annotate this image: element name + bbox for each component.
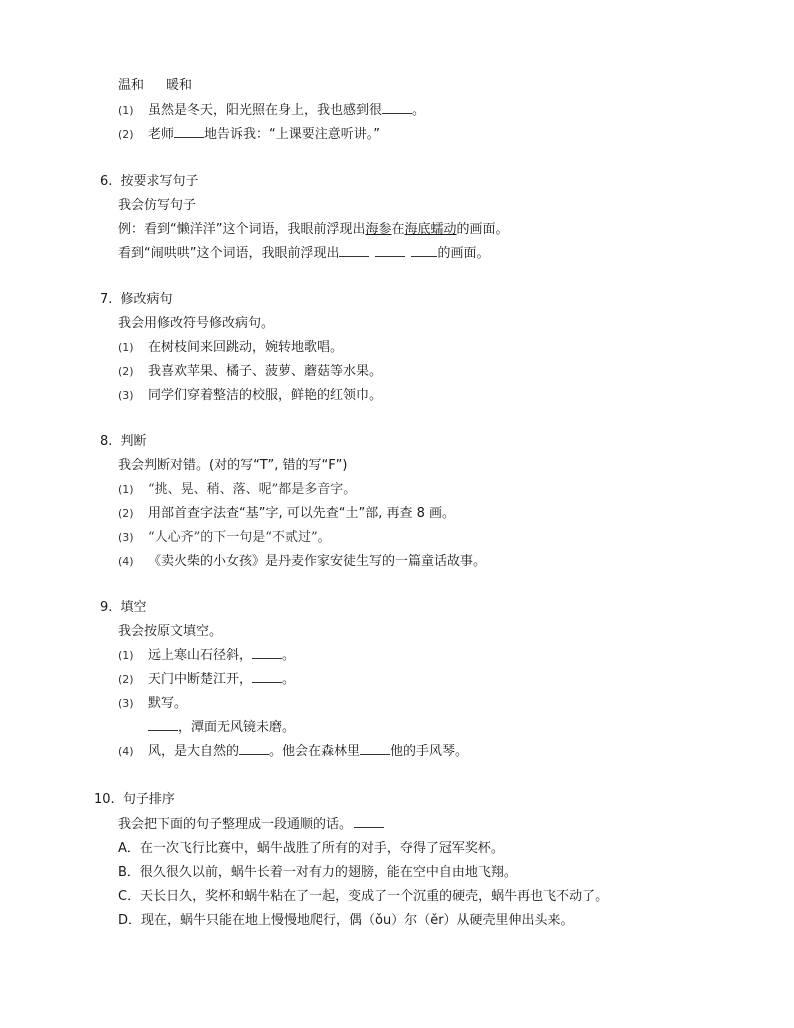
question-item: (4) 风，是大自然的 。他会在森林里 他的手风琴。 xyxy=(118,744,469,759)
question-item: (1) 远上寒山石径斜， 。 xyxy=(118,648,296,663)
question-item: (1) 在树枝间来回跳动，婉转地歌唱。 xyxy=(118,340,344,355)
sentence-option: A．在一次飞行比赛中，蜗牛战胜了所有的对手，夺得了冠军奖杯。 xyxy=(118,841,504,856)
word-choice: 暖和 xyxy=(166,78,193,93)
sentence-option: C．天长日久，奖杯和蜗牛粘在了一起，变成了一个沉重的硬壳，蜗牛再也飞不动了。 xyxy=(118,889,609,904)
question-subtitle: 我会判断对错。(对的写“T”, 错的写“F”) xyxy=(118,458,348,473)
question-heading xyxy=(94,790,175,810)
answer-blank[interactable] xyxy=(148,718,178,731)
answer-blank[interactable] xyxy=(360,742,390,755)
question-title: 修改病句 xyxy=(120,292,173,307)
question-title: 填空 xyxy=(120,600,147,615)
question-heading xyxy=(100,290,173,310)
question-number: 6. xyxy=(100,174,113,189)
sentence-option: B．很久很久以前，蜗牛长着一对有力的翅膀，能在空中自由地飞翔。 xyxy=(118,865,517,880)
sentence-option: D．现在，蜗牛只能在地上慢慢地爬行，偶（ǒu）尔（ěr）从硬壳里伸出头来。 xyxy=(118,913,574,928)
answer-blank[interactable] xyxy=(411,244,437,257)
question-item: (3) 默写。 xyxy=(118,696,188,711)
question-subtitle: 我会仿写句子 xyxy=(118,198,197,213)
answer-blank[interactable] xyxy=(375,244,405,257)
question-item: (1) “挑、晃、稍、落、呢”都是多音字。 xyxy=(118,482,357,497)
question-item: (2) 我喜欢苹果、橘子、菠萝、蘑菇等水果。 xyxy=(118,364,383,379)
answer-blank[interactable] xyxy=(382,101,412,114)
question-number: 7. xyxy=(100,292,113,307)
question-subtitle: 我会用修改符号修改病句。 xyxy=(118,316,275,331)
question-item: (4) 《卖火柴的小女孩》是丹麦作家安徒生写的一篇童话故事。 xyxy=(118,554,487,569)
answer-blank[interactable] xyxy=(252,646,282,659)
question-number: 8. xyxy=(100,434,113,449)
question-item: (2) 天门中断楚江开， 。 xyxy=(118,672,296,687)
question-subtitle: 我会按原文填空。 xyxy=(118,624,223,639)
question-title: 按要求写句子 xyxy=(120,174,199,189)
question-subtitle: 我会把下面的句子整理成一段通顺的话。 xyxy=(118,815,384,835)
question-title: 句子排序 xyxy=(122,792,175,807)
answer-blank[interactable] xyxy=(252,670,282,683)
answer-blank[interactable] xyxy=(339,244,369,257)
answer-blank[interactable] xyxy=(354,815,384,828)
question-title: 判断 xyxy=(120,434,147,449)
question-number: 10. xyxy=(94,792,115,807)
question-heading xyxy=(100,172,199,192)
question-item: (2) 用部首查字法查“基”字, 可以先查“土”部, 再查 8 画。 xyxy=(118,506,456,521)
question-number: 9. xyxy=(100,600,113,615)
question-item: (3) 同学们穿着整洁的校服，鲜艳的红领巾。 xyxy=(118,388,383,403)
question-item: ，潭面无风镜未磨。 xyxy=(148,718,295,738)
question-item: (3) “人心齐”的下一句是“不贰过”。 xyxy=(118,530,331,545)
question-heading xyxy=(100,598,147,618)
word-choice: 温和 xyxy=(118,78,145,93)
answer-blank[interactable] xyxy=(174,125,204,138)
task-sentence: 看到“闹哄哄”这个词语，我眼前浮现出 的画面。 xyxy=(118,246,490,261)
question-heading xyxy=(100,432,147,452)
word-choices xyxy=(118,76,192,96)
example-sentence: 例：看到“懒洋洋”这个词语，我眼前浮现出海参在海底蠕动的画面。 xyxy=(118,222,509,237)
question-item: (1) 虽然是冬天，阳光照在身上，我也感到很 。 xyxy=(118,103,426,118)
question-item: (2) 老师 地告诉我：“上课要注意听讲。” xyxy=(118,127,380,142)
answer-blank[interactable] xyxy=(239,742,269,755)
